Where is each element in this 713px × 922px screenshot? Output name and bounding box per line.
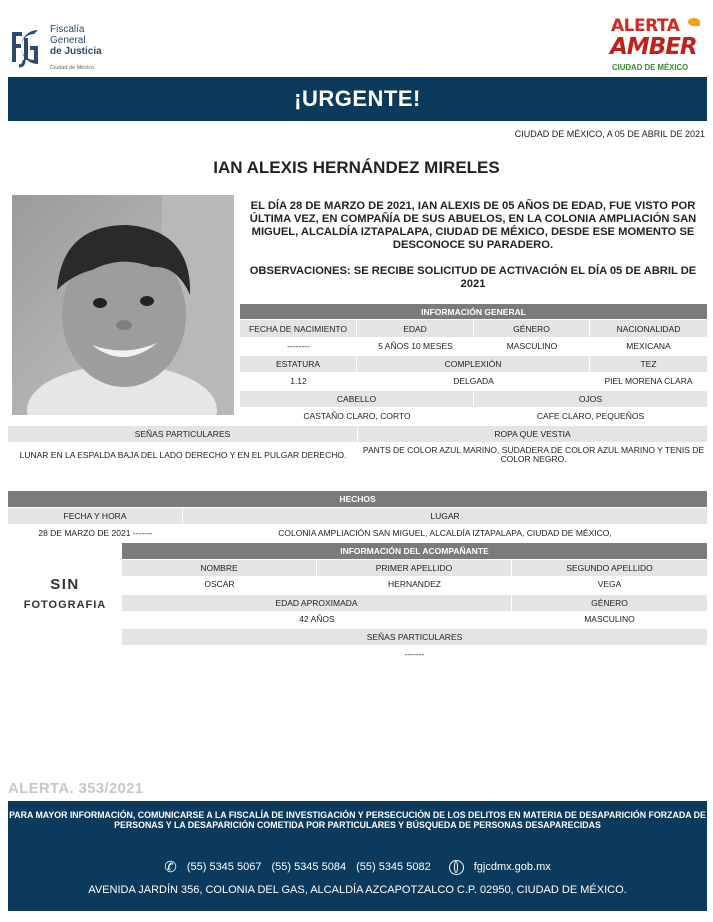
website-link[interactable]: fgjcdmx.gob.mx — [473, 861, 551, 873]
no-photo-line-1: SIN — [50, 576, 80, 593]
nationality-label: NACIONALIDAD — [590, 320, 707, 337]
amber-alerta-text: ALERTA — [611, 16, 680, 36]
nationality-value: MEXICANA — [626, 341, 671, 351]
child-portrait-image — [12, 195, 234, 415]
urgent-banner: ¡URGENTE! — [8, 77, 707, 121]
build-label: COMPLEXIÓN — [357, 356, 590, 372]
companion-surname2-value: VEGA — [597, 579, 622, 589]
clothing-value: PANTS DE COLOR AZUL MARINO, SUDADERA DE COLOR AZUL MARINO Y TENIS DE COLOR NEGRO. — [362, 445, 705, 464]
companion-age-label: EDAD APROXIMADA — [122, 595, 512, 611]
marks-label: SEÑAS PARTICULARES — [8, 426, 358, 442]
general-info-header: INFORMACIÓN GENERAL — [240, 304, 707, 319]
alerta-amber-logo — [606, 16, 706, 76]
footer-contact — [8, 858, 707, 876]
companion-name-value: OSCAR — [204, 579, 235, 589]
gender-label: GÉNERO — [474, 320, 590, 337]
place-label: LUGAR — [183, 508, 707, 524]
footer-address: AVENIDA JARDÍN 356, COLONIA DEL GAS, ALCALDÍA AZCAPOTZALCO C.P. 02950, CIUDAD DE MÉXICO. — [88, 884, 627, 896]
companion-surname1-value: HERNANDEZ — [388, 579, 441, 589]
fgj-line-4: Ciudad de México — [50, 65, 95, 71]
place-value: COLONIA AMPLIACIÓN SAN MIGUEL, ALCALDÍA IZTAPALAPA, CIUDAD DE MÉXICO, — [278, 528, 612, 538]
skin-label: TEZ — [590, 356, 707, 372]
observations: OBSERVACIONES: SE RECIBE SOLICITUD DE ACTIVACIÓN EL DÍA 05 DE ABRIL DE 2021 — [249, 265, 697, 290]
globe-icon — [449, 860, 464, 875]
companion-age-value: 42 AÑOS — [299, 614, 335, 624]
companion-gender-value: MASCULINO — [584, 614, 635, 624]
birthdate-label: FECHA DE NACIMIENTO — [240, 320, 357, 337]
fgj-line-2: General — [50, 35, 86, 46]
companion-marks-label: SEÑAS PARTICULARES — [122, 629, 707, 645]
companion-header: INFORMACIÓN DEL ACOMPAÑANTE — [122, 543, 707, 559]
phone-icon: ✆ — [164, 859, 177, 876]
build-value: DELGADA — [453, 376, 494, 386]
age-value: 5 AÑOS 10 MESES — [378, 341, 453, 351]
fgj-logo — [8, 20, 118, 75]
amber-city-text: CIUDAD DE MÉXICO — [612, 63, 689, 72]
gender-value: MASCULINO — [506, 341, 558, 351]
companion-surname2-label: SEGUNDO APELLIDO — [512, 560, 707, 576]
amber-amber-text: AMBER — [610, 34, 697, 60]
footer-info: PARA MAYOR INFORMACIÓN, COMUNICARSE A LA FISCALÍA DE INVESTIGACIÓN Y PERSECUCIÓN DE LOS DELITOS EN MATERIA DE DESAPARICIÓN FORZADA DE PERSONAS Y LA DESAPARICIÓN COMETIDA POR PARTICULARES Y BÚSQUEDA DE PERSONAS DESAPARECIDAS — [9, 810, 706, 830]
datetime-label: FECHA Y HORA — [8, 508, 183, 524]
companion-surname1-label: PRIMER APELLIDO — [317, 560, 512, 576]
height-value: 1.12 — [290, 376, 307, 386]
date-line: CIUDAD DE MÉXICO, A 05 DE ABRIL DE 2021 — [514, 129, 705, 139]
phone-2[interactable]: (55) 5345 5084 — [271, 861, 347, 873]
companion-marks-value: ------- — [404, 649, 425, 659]
age-label: EDAD — [357, 320, 474, 337]
companion-gender-label: GÉNERO — [512, 595, 707, 611]
marks-value: LUNAR EN LA ESPALDA BAJA DEL LADO DERECHO Y EN EL PULGAR DERECHO. — [19, 449, 347, 460]
incident-description: EL DÍA 28 DE MARZO DE 2021, IAN ALEXIS DE 05 AÑOS DE EDAD, FUE VISTO POR ÚLTIMA VEZ, EN COMPAÑÍA DE SUS ABUELOS, EN LA COLONIA AMPLIACIÓN SAN MIGUEL, ALCALDÍA IZTAPALAPA, CIUDAD DE MÉXICO, DESDE ESE MOMENTO SE DESCONOCE SU PARADERO. — [249, 200, 697, 251]
no-photo-placeholder — [10, 558, 120, 648]
hair-label: CABELLO — [240, 391, 474, 407]
height-label: ESTATURA — [240, 356, 357, 372]
footer — [8, 801, 707, 911]
missing-person-photo — [12, 195, 234, 415]
birthdate-value: -------- — [287, 341, 310, 351]
eyes-label: OJOS — [474, 391, 707, 407]
amber-bird-icon — [688, 18, 700, 26]
clothing-label: ROPA QUE VESTIA — [358, 426, 707, 442]
alert-number: ALERTA. 353/2021 — [8, 780, 144, 797]
fgj-line-3: de Justicia — [50, 46, 102, 57]
fgj-line-1: Fiscalía — [50, 24, 85, 35]
companion-name-label: NOMBRE — [122, 560, 317, 576]
no-photo-line-2: FOTOGRAFIA — [23, 599, 107, 611]
facts-header: HECHOS — [8, 491, 707, 507]
phone-3[interactable]: (55) 5345 5082 — [356, 861, 431, 873]
person-name: IAN ALEXIS HERNÁNDEZ MIRELES — [213, 158, 500, 177]
datetime-value: 28 DE MARZO DE 2021 ------- — [38, 528, 153, 538]
eyes-value: CAFE CLARO, PEQUEÑOS — [536, 411, 645, 421]
fgj-emblem-icon — [8, 24, 46, 70]
phone-1[interactable]: (55) 5345 5067 — [186, 861, 262, 873]
hair-value: CASTAÑO CLARO, CORTO — [303, 411, 411, 421]
skin-value: PIEL MORENA CLARA — [604, 376, 693, 386]
